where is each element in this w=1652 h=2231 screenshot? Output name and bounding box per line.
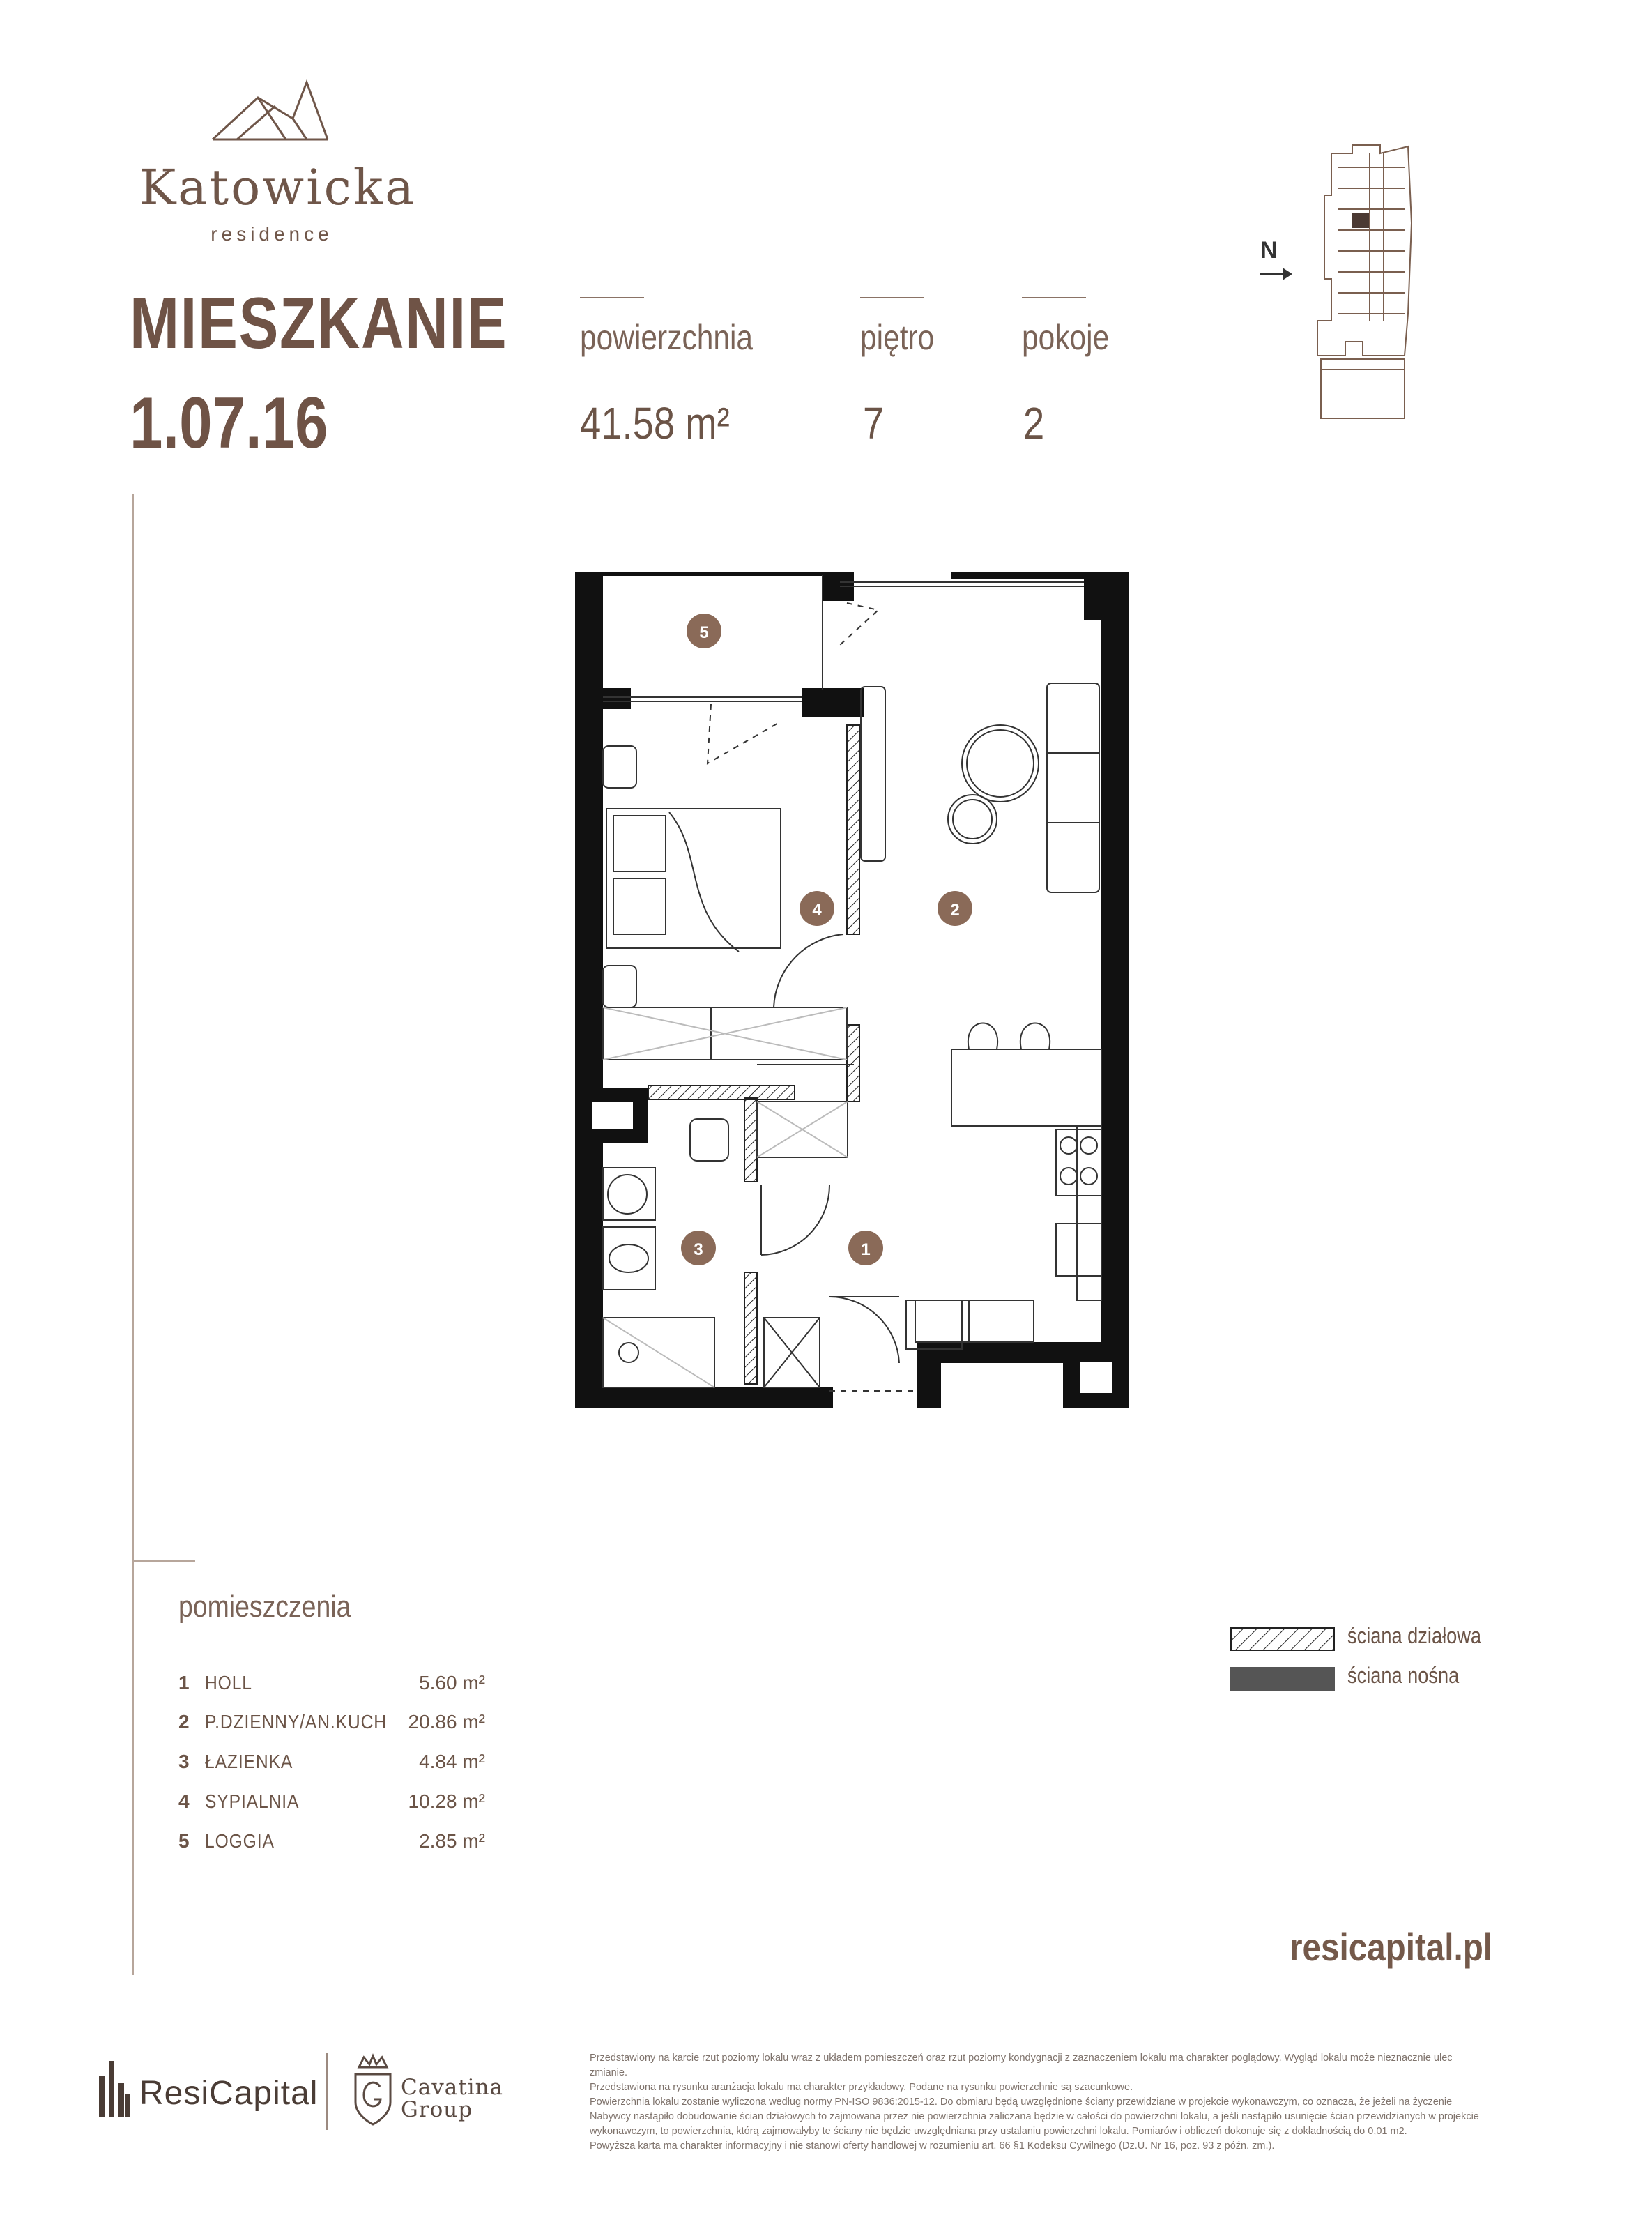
cavatina-line2: Group <box>401 2097 473 2122</box>
stat-divider <box>860 297 924 298</box>
stat-area-label: powierzchnia <box>580 318 754 357</box>
disclaimer-line: Przedstawiona na rysunku aranżacja lokalu ma charakter przykładowy. Podane na rysunku powierzchnie są szacunkowe. <box>590 2082 1133 2093</box>
brand-subtitle: residence <box>211 223 333 245</box>
disclaimer <box>590 2051 1489 2154</box>
stat-rooms-label: pokoje <box>1022 318 1110 357</box>
room-badge-3: 3 <box>694 1240 703 1259</box>
partition-wall-label: ściana działowa <box>1347 1623 1482 1648</box>
partition-wall-swatch <box>1230 1627 1335 1651</box>
room-badge-1: 1 <box>861 1240 871 1259</box>
disclaimer-line: Nabywcy nastąpiło dobudowanie ścian działowych to zajmowana przez nie powierzchnia zaliczana będzie w całości do powierzchni lokalu, a jeśli nastąpiło usunięcie ścian przewidzianych w projekcie <box>590 2111 1479 2122</box>
stat-divider <box>1022 297 1086 298</box>
stat-divider <box>580 297 644 298</box>
rooms-title: pomieszczenia <box>178 1590 351 1624</box>
cavatina-line1: Cavatina <box>401 2075 504 2100</box>
brand-name: Katowicka <box>139 159 416 216</box>
room-area: 10.28 m² <box>408 1790 485 1812</box>
disclaimer-line: Przedstawiony na karcie rzut poziomy lokalu wraz z układem pomieszczeń oraz rzut poziomy kondygnacji z zaznaczeniem lokalu ma charakter poglądowy. Wygląd lokalu może nieznacznie ulec zmianie. <box>590 2053 1453 2078</box>
partition-walls <box>648 725 859 1384</box>
room-row <box>178 1830 485 1858</box>
room-badge-5: 5 <box>699 623 709 642</box>
cavatina-crest-icon <box>349 2053 397 2130</box>
load-bearing-wall-label: ściana nośna <box>1347 1663 1460 1688</box>
room-number: 2 <box>178 1711 190 1733</box>
floor-plan <box>565 561 1164 1419</box>
apartment-number: 1.07.16 <box>130 383 328 464</box>
apartment-heading: MIESZKANIE <box>130 283 508 364</box>
room-name: SYPIALNIA <box>205 1790 300 1812</box>
north-arrow-icon <box>1259 264 1294 284</box>
apartment-highlight <box>1352 213 1369 228</box>
disclaimer-line: Powierzchnia lokalu zostanie wyliczona według normy PN-ISO 9836:2015-12. Do obmiaru będą uwzględnione ściany przewidziane w projekcie wykonawczym, co oznacza, że jeżeli na życzenie <box>590 2096 1453 2108</box>
room-number: 3 <box>178 1751 190 1772</box>
room-area: 5.60 m² <box>419 1672 485 1693</box>
room-row <box>178 1711 485 1739</box>
room-number: 1 <box>178 1672 190 1693</box>
disclaimer-line: wykonawczym, to powierzchnia, którą zajmowałyby te ściany nie będzie uwzględniana przy ustalaniu powierzchni lokalu. Pomiarów i obliczeń dokonuje się z dokładnością do 0,01 m2. <box>590 2126 1407 2137</box>
room-area: 2.85 m² <box>419 1830 485 1852</box>
stat-rooms-value: 2 <box>1023 398 1045 448</box>
room-name: ŁAZIENKA <box>205 1751 293 1772</box>
room-name: LOGGIA <box>205 1830 275 1852</box>
footer-divider <box>326 2053 328 2130</box>
horizontal-rule <box>132 1560 195 1562</box>
resicapital-name: ResiCapital <box>139 2075 319 2112</box>
room-area: 20.86 m² <box>408 1711 485 1733</box>
cavatina-name <box>401 2076 503 2121</box>
room-badge-4: 4 <box>812 901 822 920</box>
resicapital-logo-icon <box>98 2055 132 2118</box>
vertical-rule <box>132 494 134 1975</box>
room-badge-2: 2 <box>950 901 960 920</box>
mountain-logo-icon <box>209 77 335 146</box>
room-area: 4.84 m² <box>419 1751 485 1772</box>
room-name: P.DZIENNY/AN.KUCH <box>205 1711 387 1733</box>
room-row <box>178 1751 485 1779</box>
room-row <box>178 1790 485 1818</box>
website-link[interactable]: resicapital.pl <box>1290 1925 1493 1969</box>
stat-floor-value: 7 <box>863 398 885 448</box>
disclaimer-line: Powyższa karta ma charakter informacyjny i nie stanowi oferty handlowej w rozumieniu art. 66 §1 Kodeksu Cywilnego (Dz.U. Nr 16, poz. 93 z późn. zm.). <box>590 2140 1275 2152</box>
stat-floor-label: piętro <box>860 318 935 357</box>
stat-area-value: 41.58 m² <box>580 398 730 448</box>
room-row <box>178 1672 485 1700</box>
building-key-plan <box>1310 139 1422 425</box>
room-number: 4 <box>178 1790 190 1812</box>
room-number: 5 <box>178 1830 190 1852</box>
north-label: N <box>1260 237 1278 264</box>
load-bearing-wall-swatch <box>1230 1667 1335 1691</box>
room-name: HOLL <box>205 1672 252 1693</box>
